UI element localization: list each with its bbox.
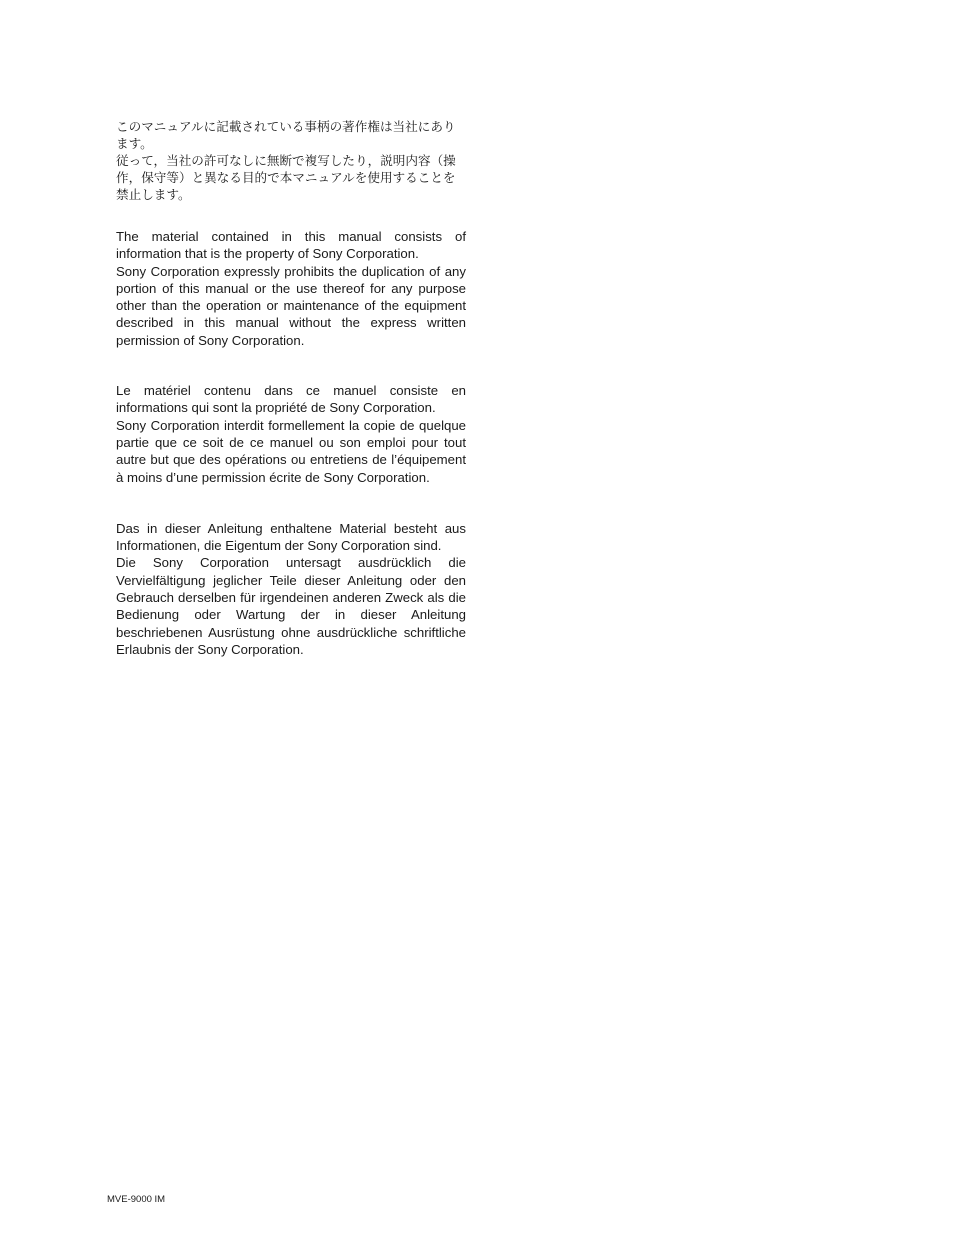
copyright-notice-column	[116, 118, 466, 658]
footer-model-number: MVE-9000 IM	[107, 1194, 166, 1205]
english-notice-paragraph-2: Sony Corporation expressly prohibits the duplication of any portion of this manual or the use thereof for any purpose other than the operation or maintenance of the equipment described in this manual without the express written permission of Sony Corporation.	[116, 263, 466, 348]
japanese-notice-paragraph-1: このマニュアルに記載されている事柄の著作権は当社にあります。	[116, 119, 456, 151]
french-notice-paragraph-2: Sony Corporation interdit formellement la copie de quelque partie que ce soit de ce manuel ou son emploi pour tout autre but que des opérations ou entretiens de l’équipement à moins d’une permission écrite de Sony Corporation.	[116, 417, 466, 485]
japanese-notice-paragraph-2: 従って，当社の許可なしに無断で複写したり，説明内容（操作，保守等）と異なる目的で本マニュアルを使用することを禁止します。	[116, 153, 456, 202]
german-notice-paragraph-2: Die Sony Corporation untersagt ausdrücklich die Vervielfältigung jeglicher Teile dieser Anleitung oder den Gebrauch derselben für irgendeinen anderen Zweck als die Bedienung oder Wartung der in dieser Anleitung beschriebenen Ausrüstung ohne ausdrückliche schriftliche Erlaubnis der Sony Corporation.	[116, 555, 466, 657]
english-notice	[116, 228, 466, 349]
french-notice	[116, 382, 466, 486]
japanese-notice	[116, 118, 466, 203]
german-notice-paragraph-1: Das in dieser Anleitung enthaltene Material besteht aus Informationen, die Eigentum der Sony Corporation sind.	[116, 520, 466, 554]
english-notice-paragraph-1: The material contained in this manual consists of information that is the property of Sony Corporation.	[116, 229, 466, 262]
german-notice	[116, 520, 466, 658]
french-notice-paragraph-1: Le matériel contenu dans ce manuel consiste en informations qui sont la propriété de Sony Corporation.	[116, 383, 466, 416]
